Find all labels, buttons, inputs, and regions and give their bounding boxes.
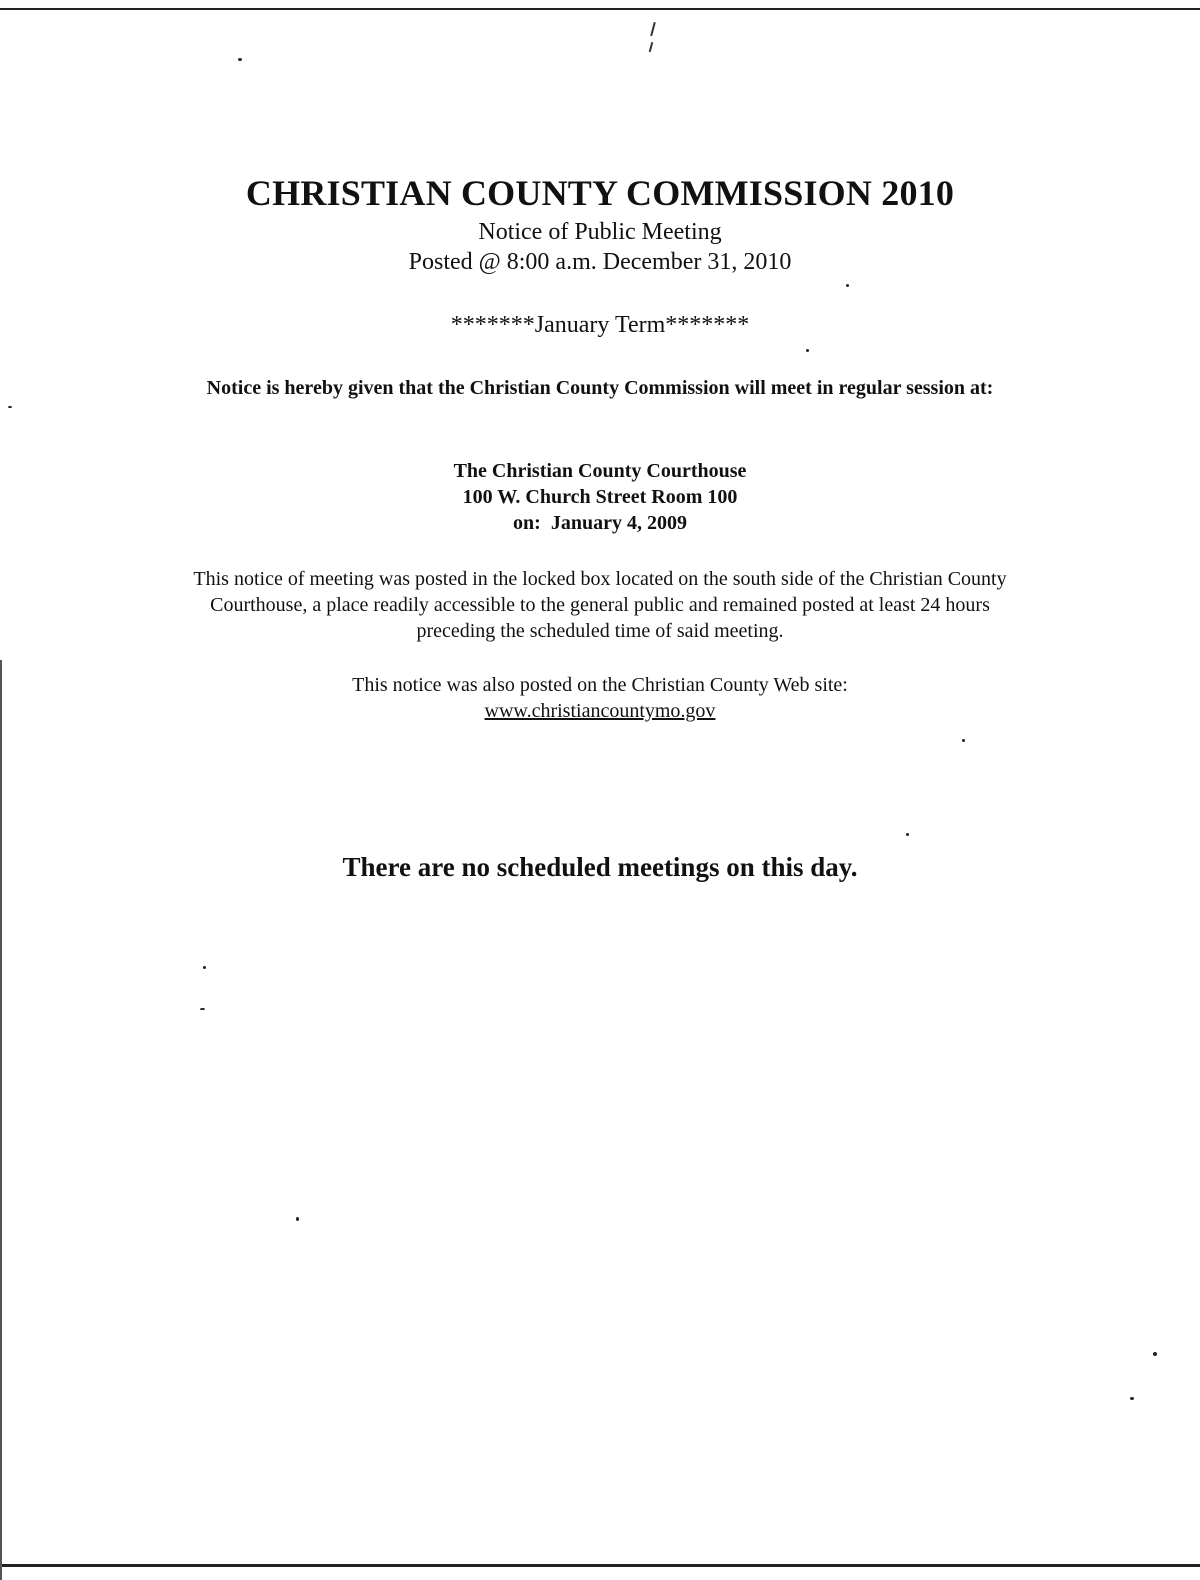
- scan-speck: [1153, 1352, 1157, 1356]
- scan-speck: [200, 1008, 205, 1010]
- scan-edge-top: [0, 8, 1200, 10]
- website-link[interactable]: www.christiancountymo.gov: [484, 700, 716, 722]
- scan-speck: [906, 833, 909, 836]
- term-heading: *******January Term*******: [450, 312, 750, 338]
- scan-speck: [806, 349, 809, 352]
- scan-speck: [296, 1217, 299, 1221]
- scan-edge-bottom: [0, 1564, 1200, 1567]
- meeting-notice: Notice is hereby given that the Christian County Commission will meet in regular session at:: [206, 377, 994, 399]
- subtitle-posted: Posted @ 8:00 a.m. December 31, 2010: [408, 249, 792, 275]
- scan-speck: [962, 739, 965, 742]
- location-address: 100 W. Church Street Room 100: [462, 486, 738, 508]
- scan-mark: [649, 42, 653, 52]
- scan-speck: [203, 966, 206, 969]
- subtitle-notice: Notice of Public Meeting: [478, 219, 722, 245]
- posting-statement: This notice of meeting was posted in the locked box located on the south side of the Christian County Courthouse, a place readily accessible to the general public and remained posted at least 24 hours preceding the scheduled time of said meeting.: [193, 568, 1007, 642]
- page-title: CHRISTIAN COUNTY COMMISSION 2010: [245, 173, 955, 213]
- no-meetings-message: There are no scheduled meetings on this day.: [342, 852, 858, 882]
- scan-mark: [650, 22, 655, 36]
- scan-speck: [8, 406, 12, 408]
- location-date: on: January 4, 2009: [513, 512, 687, 534]
- scan-edge-left: [0, 660, 2, 1580]
- scan-speck: [846, 284, 849, 287]
- meeting-location: [0, 458, 1200, 536]
- location-building: The Christian County Courthouse: [453, 460, 747, 482]
- subtitle: [0, 217, 1200, 277]
- scan-speck: [1130, 1397, 1134, 1400]
- scan-speck: [238, 58, 242, 61]
- web-statement-block: [0, 672, 1200, 724]
- web-statement: This notice was also posted on the Christian County Web site:: [352, 674, 848, 696]
